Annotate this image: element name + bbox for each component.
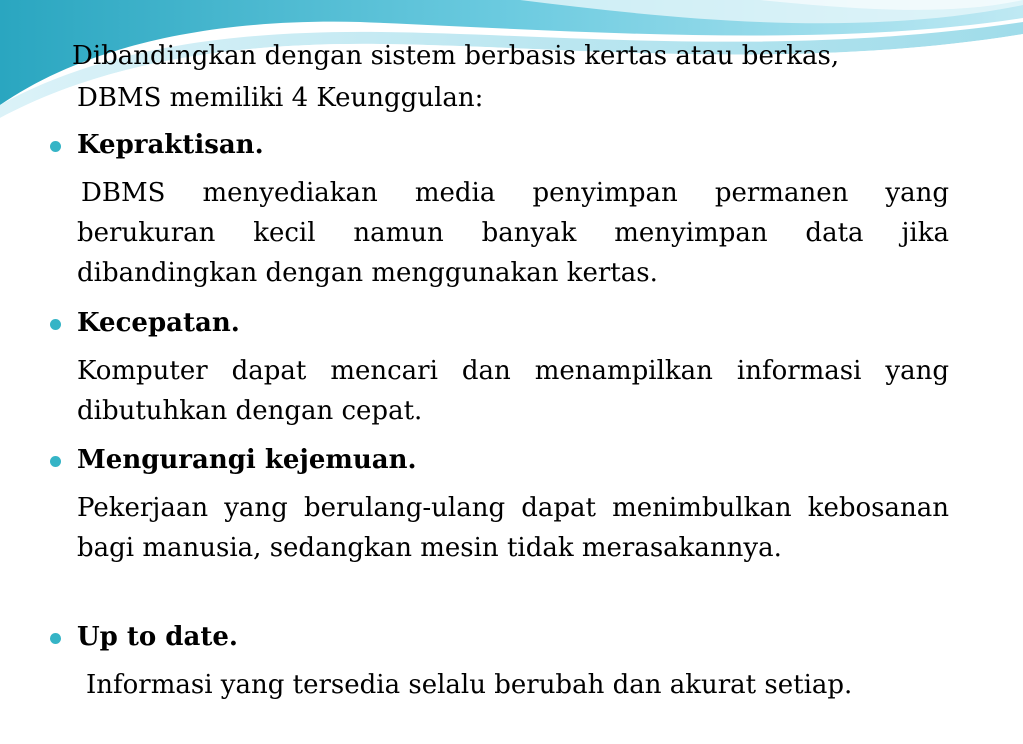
item-heading-kecepatan: Kecepatan. — [77, 308, 240, 338]
bullet-icon — [50, 633, 61, 644]
intro-line-1: Dibandingkan dengan sistem berbasis kertas atau berkas, — [72, 41, 840, 71]
item-heading-kepraktisan: Kepraktisan. — [77, 130, 264, 160]
item-body-mengurangi-kejemuan: Pekerjaan yang berulang-ulang dapat menimbulkan kebosanan bagi manusia, sedangkan mesin tidak merasakannya. — [77, 493, 949, 563]
intro-line-2: DBMS memiliki 4 Keunggulan: — [77, 83, 484, 113]
item-heading-up-to-date: Up to date. — [77, 622, 238, 652]
bullet-icon — [50, 141, 61, 152]
item-body-kecepatan: Komputer dapat mencari dan menampilkan informasi yang dibutuhkan dengan cepat. — [77, 356, 949, 426]
item-heading-mengurangi-kejemuan: Mengurangi kejemuan. — [77, 445, 417, 475]
item-body-kepraktisan: DBMS menyediakan media penyimpan permanen yang berukuran kecil namun banyak menyimpan data jika dibandingkan dengan menggunakan kertas. — [77, 178, 949, 288]
bullet-icon — [50, 456, 61, 467]
item-body-up-to-date: Informasi yang tersedia selalu berubah dan akurat setiap. — [86, 670, 853, 700]
bullet-icon — [50, 319, 61, 330]
